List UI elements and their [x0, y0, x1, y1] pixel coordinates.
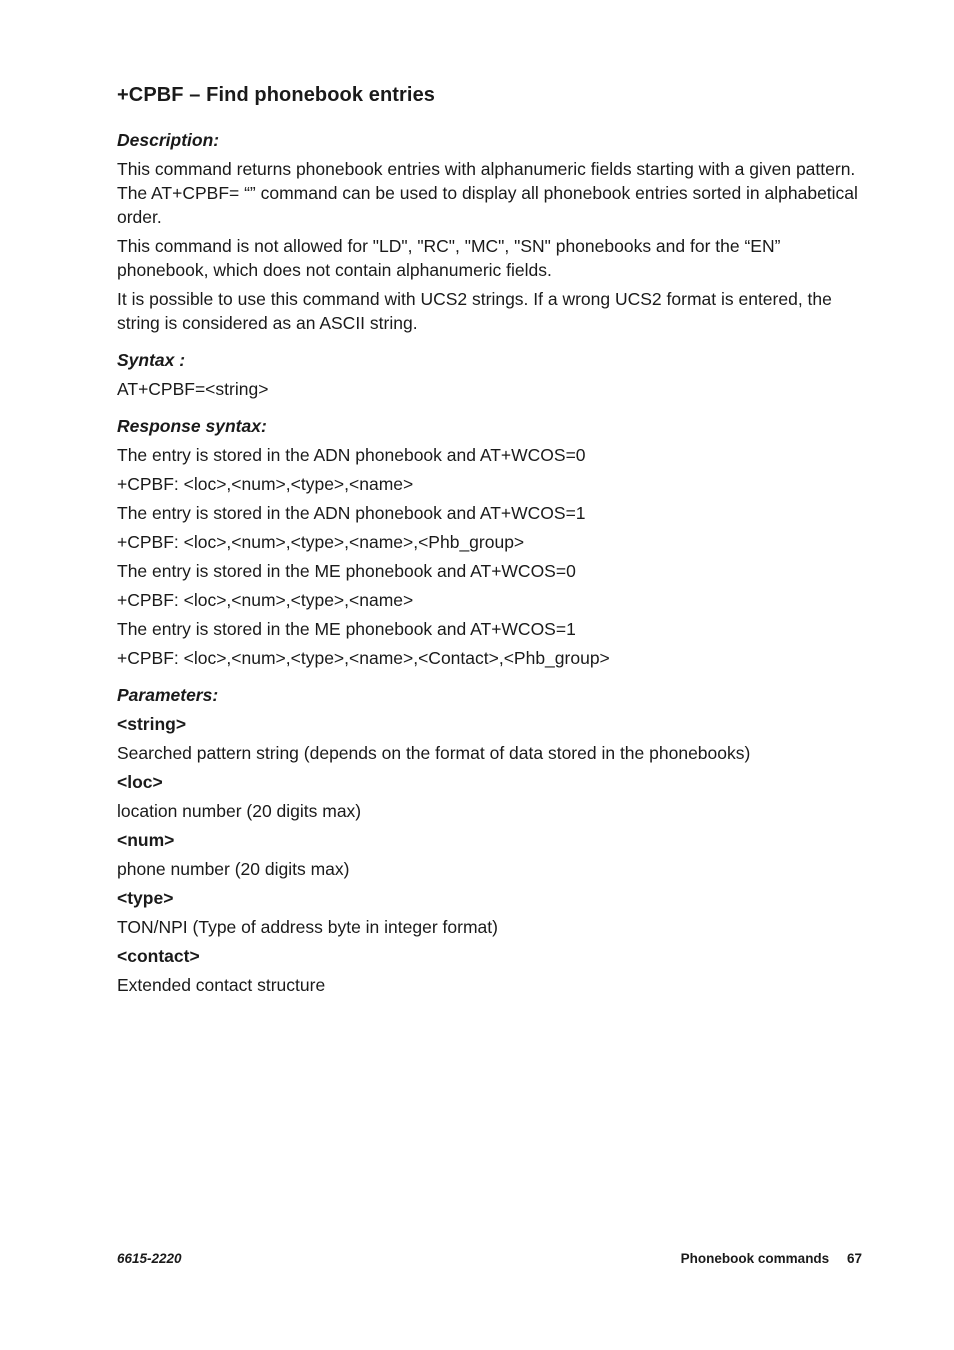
syntax-label: Syntax : — [117, 350, 186, 370]
page-title: +CPBF – Find phonebook entries — [117, 84, 436, 106]
footer-page-number: 67 — [846, 1251, 862, 1266]
description-section — [117, 128, 862, 335]
description-paragraph: This command is not allowed for "LD", "RC", "MC", "SN" phonebooks and for the “EN” phonebook, which does not contain alphanumeric fields. — [117, 236, 781, 280]
param-name-string: <string> — [117, 714, 187, 734]
response-line: +CPBF: <loc>,<num>,<type>,<name> — [117, 474, 414, 494]
description-label: Description: — [117, 130, 220, 150]
param-name-type: <type> — [117, 888, 174, 908]
page-footer — [117, 1251, 862, 1266]
param-name-loc: <loc> — [117, 772, 163, 792]
response-line: +CPBF: <loc>,<num>,<type>,<name>,<Phb_group> — [117, 532, 525, 552]
response-line: The entry is stored in the ME phonebook and AT+WCOS=1 — [117, 619, 576, 639]
param-desc-contact: Extended contact structure — [117, 975, 326, 995]
param-desc-string: Searched pattern string (depends on the format of data stored in the phonebooks) — [117, 743, 751, 763]
param-desc-num: phone number (20 digits max) — [117, 859, 350, 879]
footer-section-name: Phonebook commands — [680, 1251, 830, 1266]
param-name-num: <num> — [117, 830, 175, 850]
response-line: The entry is stored in the ADN phonebook and AT+WCOS=0 — [117, 445, 586, 465]
response-line: +CPBF: <loc>,<num>,<type>,<name> — [117, 590, 414, 610]
syntax-section — [117, 348, 862, 401]
response-section — [117, 414, 862, 670]
response-label: Response syntax: — [117, 416, 267, 436]
description-paragraph: It is possible to use this command with UCS2 strings. If a wrong UCS2 format is entered, the string is considered as an ASCII string. — [117, 289, 832, 333]
syntax-command: AT+CPBF=<string> — [117, 379, 269, 399]
param-name-contact: <contact> — [117, 946, 200, 966]
description-paragraph: This command returns phonebook entries with alphanumeric fields starting with a given pattern. The AT+CPBF= “” command can be used to display all phonebook entries sorted in alphabetical order. — [117, 159, 858, 227]
footer-doc-number: 6615-2220 — [117, 1251, 182, 1266]
response-line: +CPBF: <loc>,<num>,<type>,<name>,<Contact>,<Phb_group> — [117, 648, 610, 668]
response-line: The entry is stored in the ADN phonebook and AT+WCOS=1 — [117, 503, 586, 523]
parameters-section — [117, 683, 862, 997]
content-body — [117, 128, 862, 1002]
footer-right — [681, 1251, 862, 1266]
param-desc-loc: location number (20 digits max) — [117, 801, 362, 821]
response-line: The entry is stored in the ME phonebook and AT+WCOS=0 — [117, 561, 576, 581]
param-desc-type: TON/NPI (Type of address byte in integer format) — [117, 917, 498, 937]
parameters-label: Parameters: — [117, 685, 219, 705]
